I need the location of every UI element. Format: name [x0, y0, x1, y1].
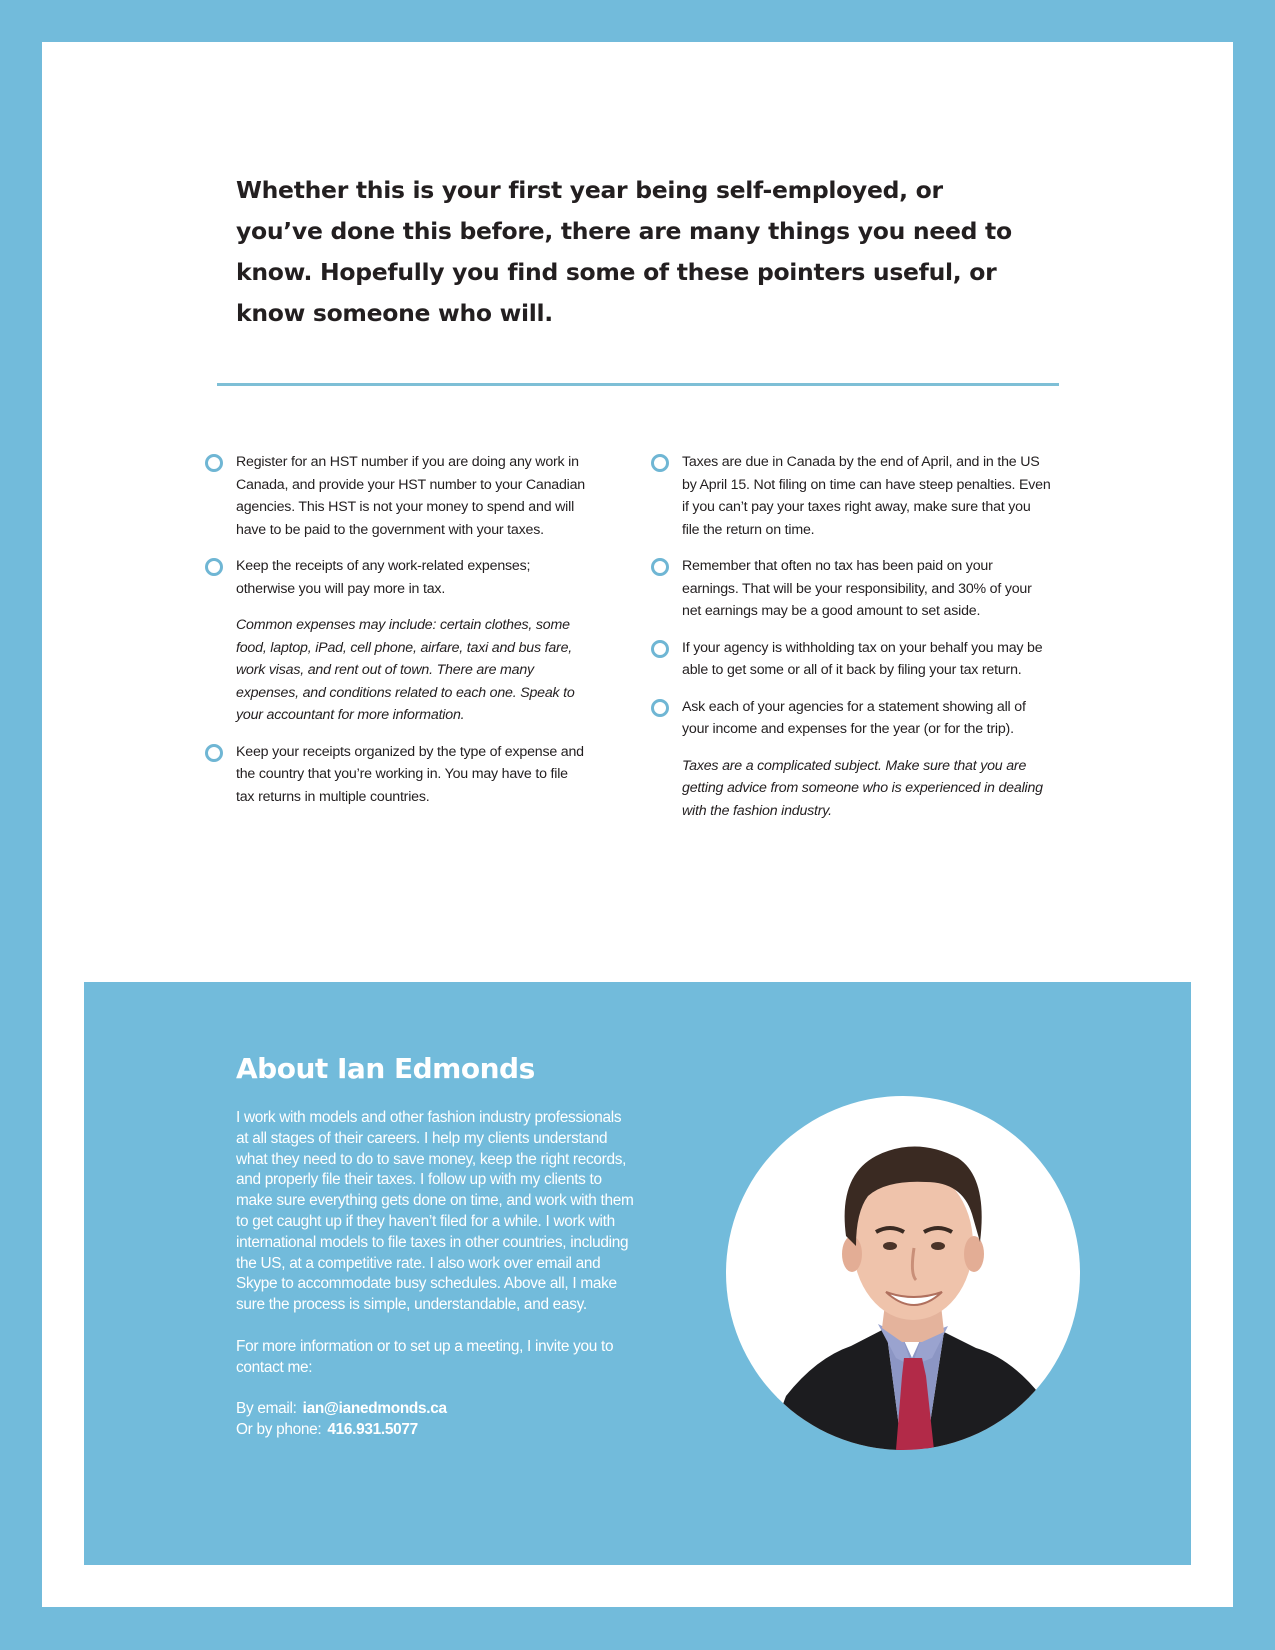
tip-item [651, 555, 1051, 623]
phone-label: Or by phone: [236, 1420, 322, 1438]
person-portrait-icon [726, 1096, 1080, 1450]
tip-item [651, 451, 1051, 541]
phone-number[interactable]: 416.931.5077 [327, 1420, 418, 1438]
tip-item [205, 555, 585, 600]
circle-bullet-icon [651, 699, 669, 717]
tips-right-column [651, 451, 1051, 836]
about-body [236, 1108, 636, 1441]
about-bio: I work with models and other fashion industry professionals at all stages of their careers. I help my clients understand what they need to do to save money, keep the right records, and properly file their taxes. I follow up with my clients to make sure everything gets done on time, and work with them to get caught up if they haven’t filed for a while. I work with international models to file taxes in other countries, including the US, at a competitive rate. I also work over email and Skype to accommodate busy schedules. Above all, I make sure the process is simple, understandable, and easy. [236, 1109, 634, 1314]
email-line [236, 1399, 636, 1420]
email-link[interactable]: ian@ianedmonds.ca [302, 1400, 447, 1418]
portrait-photo [726, 1096, 1080, 1450]
phone-line [236, 1420, 636, 1441]
circle-bullet-icon [651, 454, 669, 472]
about-section [84, 982, 1191, 1565]
tip-text: If your agency is withholding tax on your behalf you may be able to get some or all of it back by filing your tax return. [682, 639, 1043, 678]
expenses-note: Common expenses may include: certain clothes, some food, laptop, iPad, cell phone, airfare, taxi and bus fare, work visas, and rent out of town. There are many expenses, and conditions related to each one. Speak to your accountant for more information. [236, 617, 575, 723]
tip-item [205, 741, 585, 809]
tips-left-column [205, 451, 585, 822]
tip-text: Register for an HST number if you are doing any work in Canada, and provide your HST number to your Canadian agencies. This HST is not your money to spend and will have to be paid to the government with your taxes. [236, 454, 585, 538]
tip-text: Taxes are due in Canada by the end of April, and in the US by April 15. Not filing on time can have steep penalties. Even if you can’t pay your taxes right away, make sure that you file the return on time. [682, 454, 1051, 538]
tip-item [651, 696, 1051, 741]
circle-bullet-icon [205, 744, 223, 762]
tip-text: Remember that often no tax has been paid on your earnings. That will be your responsibility, and 30% of your net earnings may be a good amount to set aside. [682, 558, 1032, 619]
divider [217, 383, 1059, 386]
page [42, 42, 1233, 1607]
tip-item [205, 451, 585, 541]
email-label: By email: [236, 1400, 297, 1418]
circle-bullet-icon [651, 640, 669, 658]
tip-item [651, 637, 1051, 682]
tip-text: Ask each of your agencies for a statement showing all of your income and expenses for the year (or for the trip). [682, 698, 1026, 737]
circle-bullet-icon [205, 558, 223, 576]
circle-bullet-icon [205, 454, 223, 472]
advice-note: Taxes are a complicated subject. Make sure that you are getting advice from someone who is experienced in dealing with the fashion industry. [682, 757, 1043, 819]
circle-bullet-icon [651, 558, 669, 576]
tip-text: Keep your receipts organized by the type of expense and the country that you’re working in. You may have to file tax returns in multiple countries. [236, 743, 584, 805]
intro-heading: Whether this is your first year being self-employed, or you’ve done this before, there are many things you need to know. Hopefully you find some of these pointers useful, or know someone who will. [236, 176, 1012, 327]
contact-cta: For more information or to set up a meeting, I invite you to contact me: [236, 1337, 614, 1376]
about-title: About Ian Edmonds [236, 1052, 535, 1085]
tip-text: Keep the receipts of any work-related expenses; otherwise you will pay more in tax. [236, 558, 531, 597]
